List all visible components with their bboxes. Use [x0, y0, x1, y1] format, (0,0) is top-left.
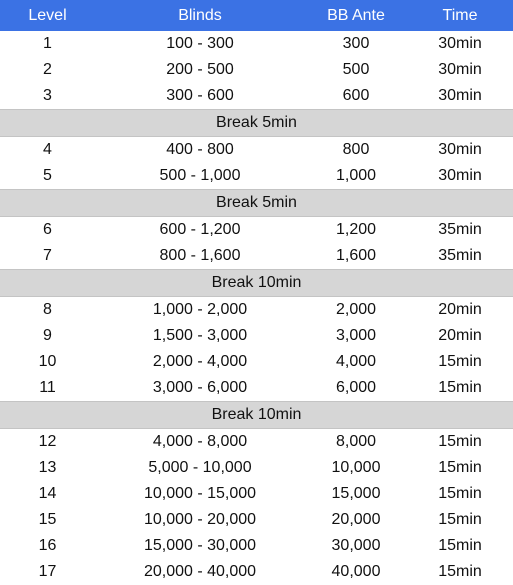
- break-row: [0, 270, 513, 297]
- cell-bb-ante: 4,000: [335, 353, 377, 370]
- table-row: [0, 375, 513, 402]
- cell-bb-ante: 10,000: [331, 459, 381, 476]
- cell-bb-ante: 2,000: [335, 301, 377, 318]
- cell-level: 5: [43, 167, 52, 184]
- cell-blinds: 800 - 1,600: [159, 247, 241, 264]
- cell-level: 6: [43, 221, 52, 238]
- cell-bb-ante: 300: [342, 35, 370, 52]
- header-level: Level: [0, 0, 95, 31]
- cell-time: 15min: [438, 537, 482, 554]
- cell-bb-ante: 1,200: [335, 221, 377, 238]
- cell-blinds: 10,000 - 20,000: [143, 511, 257, 528]
- break-label: Break 10min: [0, 270, 513, 297]
- cell-bb-ante: 30,000: [331, 537, 381, 554]
- cell-time: 30min: [438, 35, 482, 52]
- cell-time: 35min: [438, 221, 482, 238]
- table-header: [0, 0, 513, 31]
- table-body: [0, 31, 513, 585]
- cell-blinds: 600 - 1,200: [159, 221, 241, 238]
- cell-bb-ante: 3,000: [335, 327, 377, 344]
- cell-blinds: 100 - 300: [166, 35, 234, 52]
- cell-time: 15min: [438, 563, 482, 580]
- cell-level: 12: [38, 433, 57, 450]
- table-row: [0, 31, 513, 57]
- cell-time: 15min: [438, 353, 482, 370]
- table-row: [0, 57, 513, 83]
- break-row: [0, 110, 513, 137]
- cell-time: 15min: [438, 433, 482, 450]
- cell-time: 30min: [438, 141, 482, 158]
- cell-blinds: 400 - 800: [166, 141, 234, 158]
- break-label: Break 10min: [0, 402, 513, 429]
- table-row: [0, 481, 513, 507]
- cell-bb-ante: 800: [342, 141, 370, 158]
- cell-level: 9: [43, 327, 52, 344]
- cell-blinds: 15,000 - 30,000: [143, 537, 257, 554]
- cell-time: 15min: [438, 459, 482, 476]
- cell-time: 20min: [438, 327, 482, 344]
- break-row: [0, 190, 513, 217]
- table-row: [0, 533, 513, 559]
- table-row: [0, 507, 513, 533]
- cell-time: 15min: [438, 485, 482, 502]
- table-row: [0, 137, 513, 164]
- cell-level: 7: [43, 247, 52, 264]
- table-row: [0, 243, 513, 270]
- table-row: [0, 429, 513, 456]
- cell-time: 15min: [438, 379, 482, 396]
- cell-level: 16: [38, 537, 57, 554]
- cell-bb-ante: 8,000: [335, 433, 377, 450]
- cell-time: 15min: [438, 511, 482, 528]
- cell-bb-ante: 15,000: [331, 485, 381, 502]
- header-time: Time: [407, 0, 513, 31]
- cell-time: 30min: [438, 87, 482, 104]
- table-row: [0, 349, 513, 375]
- cell-blinds: 2,000 - 4,000: [152, 353, 248, 370]
- cell-bb-ante: 1,000: [335, 167, 377, 184]
- cell-blinds: 500 - 1,000: [159, 167, 241, 184]
- table-row: [0, 83, 513, 110]
- cell-level: 1: [43, 35, 52, 52]
- cell-bb-ante: 1,600: [335, 247, 377, 264]
- cell-time: 35min: [438, 247, 482, 264]
- cell-blinds: 200 - 500: [166, 61, 234, 78]
- cell-level: 17: [38, 563, 57, 580]
- cell-bb-ante: 500: [342, 61, 370, 78]
- break-label: Break 5min: [0, 110, 513, 137]
- header-row: [0, 0, 513, 31]
- cell-blinds: 3,000 - 6,000: [152, 379, 248, 396]
- cell-blinds: 20,000 - 40,000: [143, 563, 257, 580]
- cell-level: 11: [39, 379, 56, 396]
- table-row: [0, 163, 513, 190]
- cell-level: 13: [38, 459, 57, 476]
- cell-level: 10: [38, 353, 57, 370]
- cell-blinds: 1,500 - 3,000: [152, 327, 248, 344]
- table-row: [0, 217, 513, 244]
- cell-time: 20min: [438, 301, 482, 318]
- table-row: [0, 323, 513, 349]
- break-label: Break 5min: [0, 190, 513, 217]
- cell-blinds: 300 - 600: [166, 87, 234, 104]
- cell-level: 15: [38, 511, 57, 528]
- cell-blinds: 5,000 - 10,000: [148, 459, 252, 476]
- cell-blinds: 4,000 - 8,000: [152, 433, 248, 450]
- table-row: [0, 559, 513, 585]
- cell-time: 30min: [438, 61, 482, 78]
- header-bb-ante: BB Ante: [305, 0, 407, 31]
- table-row: [0, 455, 513, 481]
- cell-level: 8: [43, 301, 52, 318]
- cell-level: 14: [38, 485, 57, 502]
- cell-bb-ante: 20,000: [331, 511, 381, 528]
- cell-blinds: 1,000 - 2,000: [152, 301, 248, 318]
- cell-blinds: 10,000 - 15,000: [143, 485, 257, 502]
- cell-level: 2: [43, 61, 52, 78]
- cell-level: 4: [43, 141, 52, 158]
- break-row: [0, 402, 513, 429]
- cell-bb-ante: 6,000: [335, 379, 377, 396]
- cell-bb-ante: 40,000: [331, 563, 381, 580]
- header-blinds: Blinds: [95, 0, 305, 31]
- cell-level: 3: [43, 87, 52, 104]
- cell-time: 30min: [438, 167, 482, 184]
- cell-bb-ante: 600: [342, 87, 370, 104]
- table-row: [0, 297, 513, 324]
